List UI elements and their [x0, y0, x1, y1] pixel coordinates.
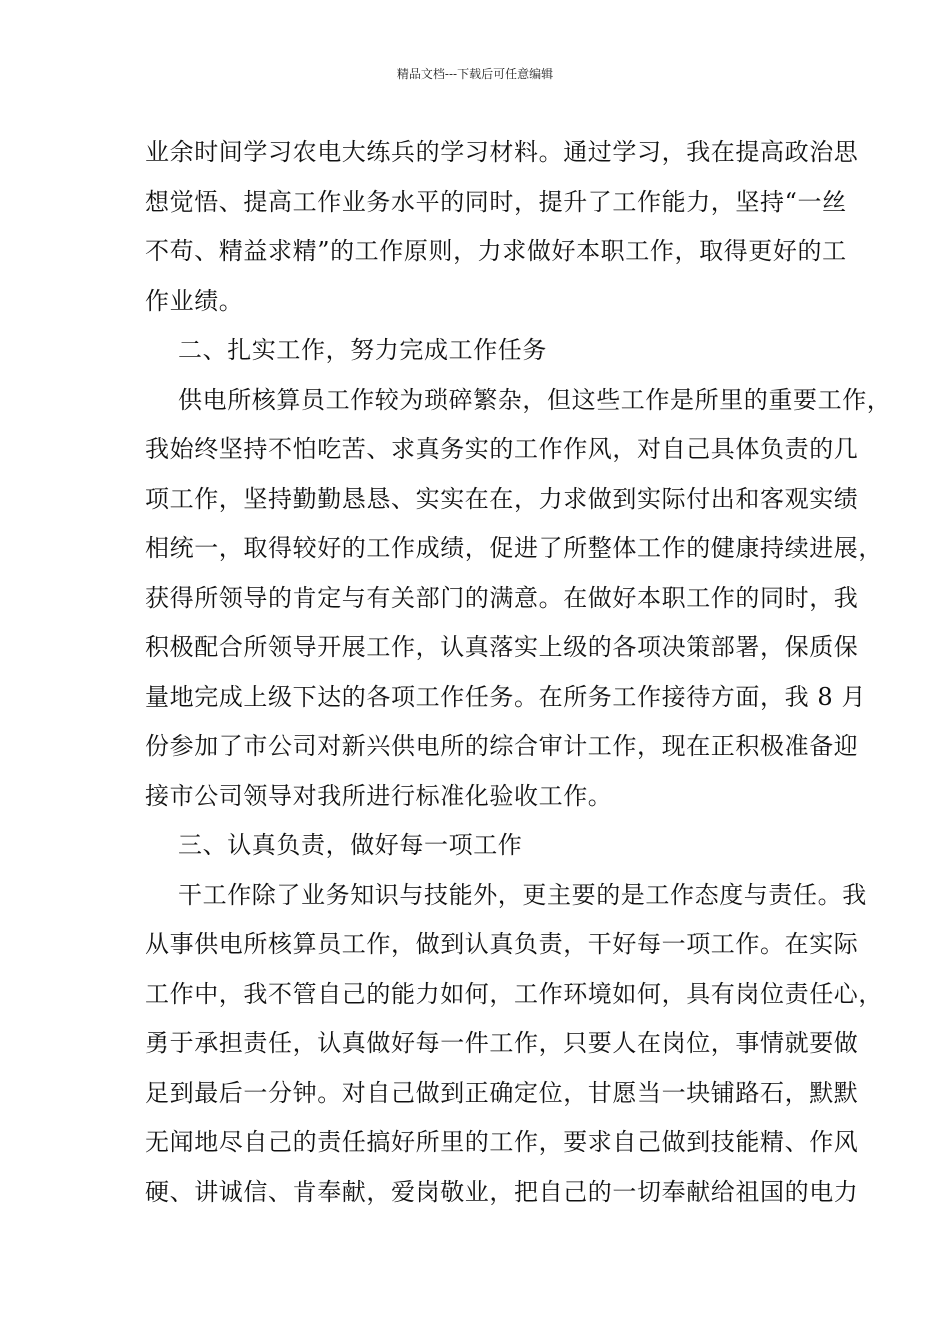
text-line: 从事供电所核算员工作，做到认真负责，干好每一项工作。在实际	[145, 930, 859, 958]
text-line: 我始终坚持不怕吃苦、求真务实的工作作风，对自己具体负责的几	[145, 435, 859, 463]
section-heading: 三、认真负责，做好每一项工作	[178, 831, 523, 859]
text-line: 份参加了市公司对新兴供电所的综合审计工作，现在正积极准备迎	[145, 732, 859, 760]
text-line: 业余时间学习农电大练兵的学习材料。通过学习，我在提高政治思	[145, 138, 859, 166]
text-line: 获得所领导的肯定与有关部门的满意。在做好本职工作的同时，我	[145, 583, 859, 612]
text-line: 勇于承担责任，认真做好每一件工作，只要人在岗位，事情就要做	[145, 1029, 859, 1057]
text-line: 作业绩。	[145, 286, 244, 315]
text-line: 工作中，我不管自己的能力如何，工作环境如何，具有岗位责任心，	[145, 979, 883, 1008]
paragraph-first-line: 干工作除了业务知识与技能外，更主要的是工作态度与责任。我	[178, 880, 867, 909]
text-line: 接市公司领导对我所进行标准化验收工作。	[145, 781, 613, 810]
section-heading: 二、扎实工作，努力完成工作任务	[178, 336, 547, 364]
text-line: 硬、讲诚信、肯奉献，爱岗敬业，把自己的一切奉献给祖国的电力	[145, 1177, 859, 1206]
text-line: 想觉悟、提高工作业务水平的同时，提升了工作能力，坚持“一丝	[145, 187, 847, 216]
text-line: 量地完成上级下达的各项工作任务。在所务工作接待方面，我 8 月	[145, 682, 867, 711]
document-body	[145, 128, 892, 1217]
text-line: 积极配合所领导开展工作，认真落实上级的各项决策部署，保质保	[145, 633, 859, 661]
paragraph-first-line: 供电所核算员工作较为琐碎繁杂，但这些工作是所里的重要工作，	[178, 385, 892, 414]
text-line: 项工作，坚持勤勤恳恳、实实在在，力求做到实际付出和客观实绩	[145, 484, 859, 513]
text-line: 足到最后一分钟。对自己做到正确定位，甘愿当一块铺路石，默默	[145, 1078, 859, 1107]
text-line: 相统一，取得较好的工作成绩，促进了所整体工作的健康持续进展，	[145, 534, 883, 562]
page-header: 精品文档---下载后可任意编辑	[396, 67, 554, 81]
text-line: 无闻地尽自己的责任搞好所里的工作，要求自己做到技能精、作风	[145, 1128, 859, 1156]
text-line: 不苟、精益求精”的工作原则，力求做好本职工作，取得更好的工	[145, 237, 847, 265]
